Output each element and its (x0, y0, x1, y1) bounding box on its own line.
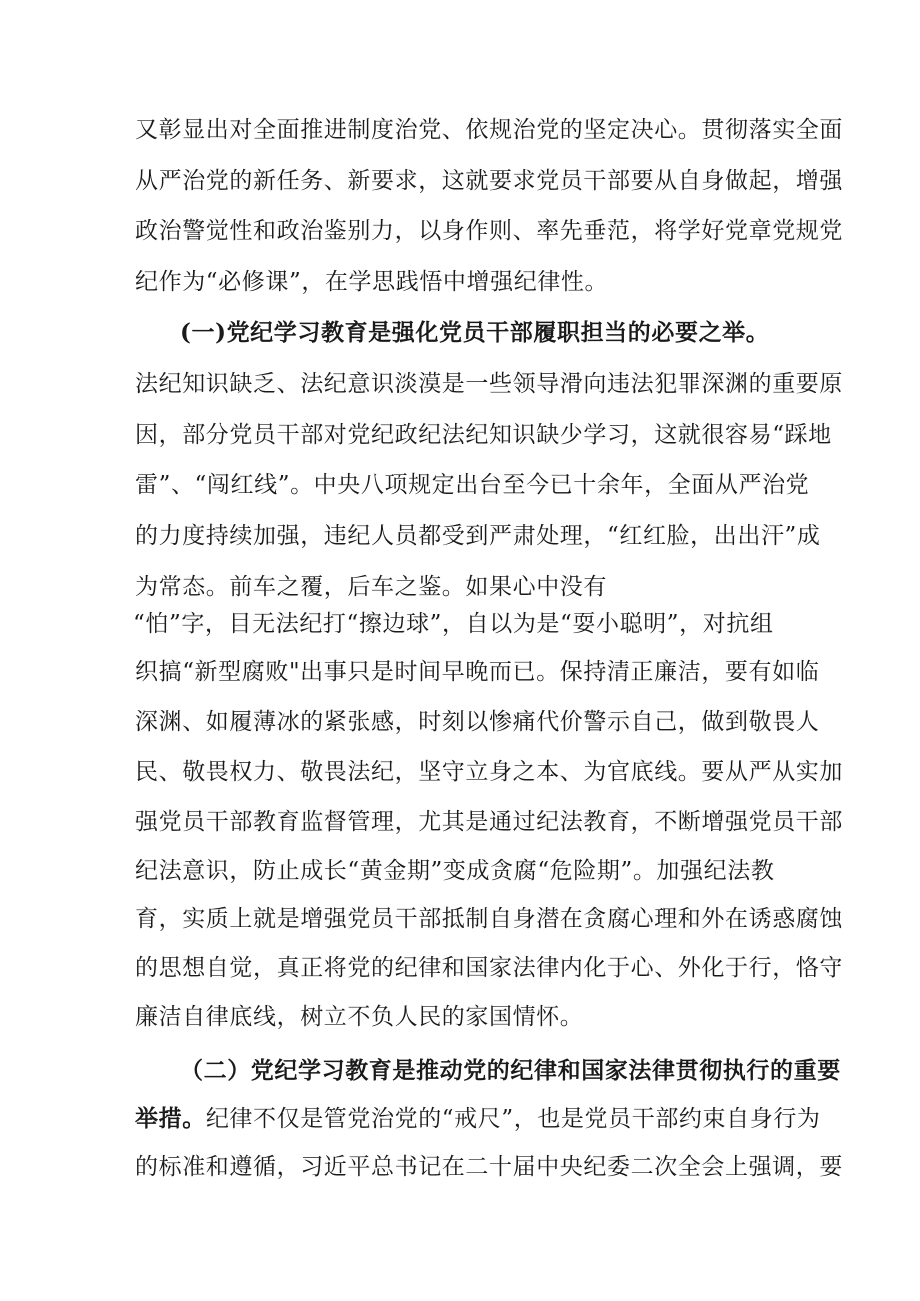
text-span: 纪律不仅是管党治党的“戒尺”，也是党员干部约束自身行为 (205, 1106, 821, 1132)
text-line: 的思想自觉，真正将党的纪律和国家法律内化于心、外化于行，恪守 (135, 955, 843, 981)
text-line: 的力度持续加强，违纪人员都受到严肃处理，“红红脸，出出汗”成 (135, 523, 821, 549)
text-line: 法纪知识缺乏、法纪意识淡漠是一些领导滑向违法犯罪深渊的重要原 (135, 371, 843, 397)
text-line: 因，部分党员干部对党纪政纪法纪知识缺少学习，这就很容易“踩地 (135, 422, 832, 448)
text-line: 从严治党的新任务、新要求，这就要求党员干部要从自身做起，增强 (135, 168, 843, 194)
text-line: 强党员干部教育监督管理，尤其是通过纪法教育，不断增强党员干部 (135, 809, 843, 835)
text-line: 为常态。前车之覆，后车之鉴。如果心中没有 (135, 574, 607, 600)
section-heading: （二）党纪学习教育是推动党的纪律和国家法律贯彻执行的重要 (180, 1057, 841, 1084)
text-line: 政治警觉性和政治鉴别力，以身作则、率先垂范，将学好党章党规党 (135, 218, 843, 244)
text-line: “怕”字，目无法纪打“擦边球”，自以为是“耍小聪明”，对抗组 (133, 611, 774, 637)
text-line: 育，实质上就是增强党员干部抵制自身潜在贪腐心理和外在诱惑腐蚀 (135, 906, 843, 932)
text-line: 织搞“新型腐败"出事只是时间早晚而已。保持清正廉洁，要有如临 (135, 659, 820, 685)
text-line: 纪作为“必修课”，在学思践悟中增强纪律性。 (135, 269, 609, 295)
section-heading: (一)党纪学习教育是强化党员干部履职担当的必要之举。 (180, 319, 770, 346)
text-line (135, 1104, 920, 1134)
text-line: 廉洁自律底线，树立不负人民的家国情怀。 (135, 1004, 584, 1030)
text-line: 纪法意识，防止成长“黄金期”变成贪腐“危险期”。加强纪法教 (135, 858, 775, 884)
text-line: 民、敬畏权力、敬畏法纪，坚守立身之本、为官底线。要从严从实加 (135, 759, 843, 785)
text-line: 雷”、“闯红线”。中央八项规定出台至今已十余年，全面从严治党 (135, 472, 810, 498)
text-line: 的标准和遵循，习近平总书记在二十届中央纪委二次全会上强调，要 (135, 1154, 843, 1180)
text-line: 又彰显出对全面推进制度治党、依规治党的坚定决心。贯彻落实全面 (135, 117, 843, 143)
text-line: 深渊、如履薄冰的紧张感，时刻以惨痛代价警示自己，做到敬畏人 (135, 709, 820, 735)
section-heading-end: 举措。 (135, 1105, 206, 1132)
